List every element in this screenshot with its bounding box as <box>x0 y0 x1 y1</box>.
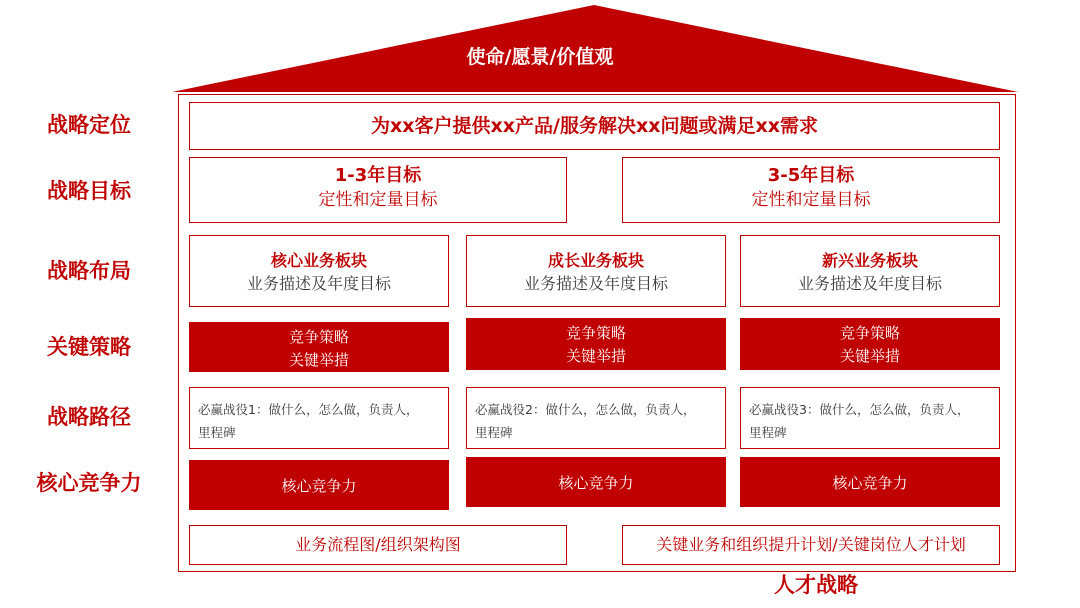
core-box-3 <box>740 457 1000 507</box>
campaign-line-2: 里程碑 <box>749 425 787 440</box>
campaign-box-1 <box>189 387 449 449</box>
foundation-box-talent-plan <box>622 525 1000 565</box>
strategy-line-2: 关键举措 <box>839 347 900 365</box>
business-subtitle: 业务描述及年度目标 <box>797 274 942 293</box>
strategy-line-2: 关键举措 <box>288 351 349 369</box>
core-text: 核心竞争力 <box>558 474 634 492</box>
business-subtitle: 业务描述及年度目标 <box>523 274 668 293</box>
goal-title: 3-5年目标 <box>767 165 855 186</box>
strategy-box-1 <box>189 322 449 372</box>
foundation-box-process <box>189 525 567 565</box>
goal-subtitle: 定性和定量目标 <box>751 190 871 210</box>
foundation-text: 关键业务和组织提升计划/关键岗位人才计划 <box>656 535 966 554</box>
strategy-line-1: 竞争策略 <box>839 324 900 342</box>
goal-box-2 <box>622 157 1000 223</box>
campaign-line-2: 里程碑 <box>475 425 513 440</box>
campaign-box-2 <box>466 387 726 449</box>
core-box-1 <box>189 460 449 510</box>
positioning-box <box>189 102 1000 150</box>
strategy-line-1: 竞争策略 <box>288 328 349 346</box>
strategy-line-1: 竞争策略 <box>565 324 626 342</box>
business-box-growth <box>466 235 726 307</box>
business-title: 新兴业务板块 <box>821 251 918 270</box>
business-box-emerging <box>740 235 1000 307</box>
foundation-text: 业务流程图/组织架构图 <box>295 535 461 554</box>
core-text: 核心竞争力 <box>832 474 908 492</box>
business-subtitle: 业务描述及年度目标 <box>246 274 391 293</box>
goal-title: 1-3年目标 <box>334 165 422 186</box>
goal-box-1 <box>189 157 567 223</box>
campaign-box-3 <box>740 387 1000 449</box>
campaign-line-1: 必赢战役1：做什么，怎么做，负责人， <box>198 402 419 417</box>
strategy-line-2: 关键举措 <box>565 347 626 365</box>
campaign-line-1: 必赢战役2：做什么，怎么做，负责人， <box>475 402 696 417</box>
label-key-strategy: 关键策略 <box>47 335 131 359</box>
label-layout: 战略布局 <box>47 259 131 283</box>
goal-subtitle: 定性和定量目标 <box>318 190 438 210</box>
talent-strategy-label: 人才战略 <box>774 573 858 597</box>
business-title: 核心业务板块 <box>270 251 367 270</box>
strategy-box-2 <box>466 318 726 370</box>
business-box-core <box>189 235 449 307</box>
strategy-box-3 <box>740 318 1000 370</box>
core-box-2 <box>466 457 726 507</box>
campaign-line-2: 里程碑 <box>198 425 236 440</box>
positioning-text: 为xx客户提供xx产品/服务解决xx问题或满足xx需求 <box>371 115 818 137</box>
core-text: 核心竞争力 <box>281 477 357 495</box>
campaign-line-1: 必赢战役3：做什么，怎么做，负责人， <box>749 402 970 417</box>
label-core-competitiveness: 核心竞争力 <box>36 471 142 495</box>
label-goals: 战略目标 <box>47 179 131 203</box>
business-title: 成长业务板块 <box>547 251 644 270</box>
roof-title: 使命/愿景/价值观 <box>466 46 614 68</box>
label-positioning: 战略定位 <box>47 113 131 137</box>
label-path: 战略路径 <box>47 405 131 429</box>
